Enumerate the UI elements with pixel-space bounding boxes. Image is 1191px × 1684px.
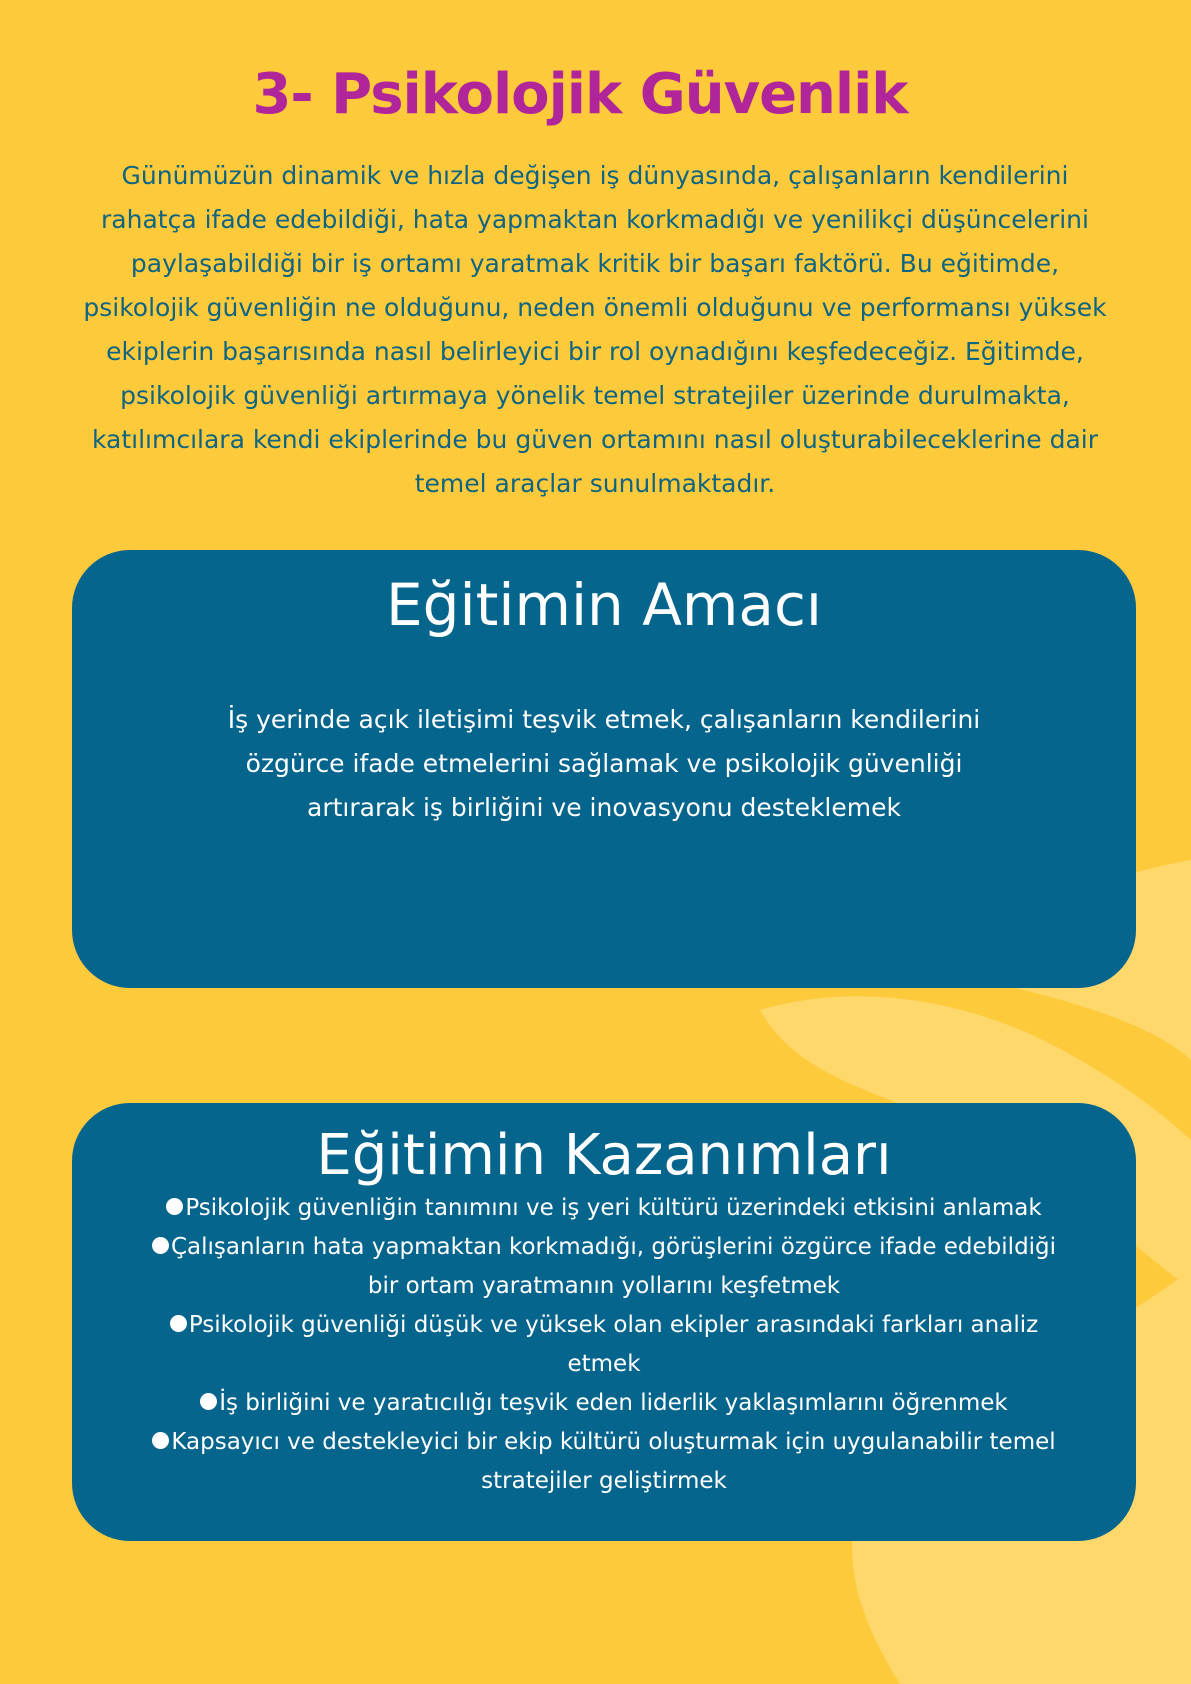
purpose-text: İş yerinde açık iletişimi teşvik etmek, çalışanların kendilerini özgürce ifade etmelerini sağlamak ve psikolojik güvenliği artırarak iş birliğini ve inovasyonu desteklemek <box>227 705 981 822</box>
outcomes-list <box>72 1189 1136 1501</box>
outcome-item <box>142 1423 1066 1501</box>
outcome-item <box>142 1189 1066 1228</box>
bullet-icon <box>152 1237 169 1254</box>
purpose-heading: Eğitimin Amacı <box>386 571 822 639</box>
bullet-icon <box>152 1432 169 1449</box>
outcome-text: İş birliğini ve yaratıcılığı teşvik eden liderlik yaklaşımlarını öğrenmek <box>219 1390 1008 1416</box>
outcome-item <box>142 1228 1066 1306</box>
intro-paragraph: Günümüzün dinamik ve hızla değişen iş dünyasında, çalışanların kendilerini rahatça ifade edebildiği, hata yapmaktan korkmadığı ve yenilikçi düşüncelerini paylaşabildiği bir iş ortamı yaratmak kritik bir başarı faktörü. Bu eğitimde, psikolojik güvenliğin ne olduğunu, neden önemli olduğunu ve performansı yüksek ekiplerin başarısında nasıl belirleyici bir rol oynadığını keşfedeceğiz. Eğitimde, psikolojik güvenliği artırmaya yönelik temel stratejiler üzerinde durulmakta, katılımcılara kendi ekiplerinde bu güven ortamını nasıl oluşturabileceklerine dair temel araçlar sunulmaktadır. <box>83 161 1107 498</box>
outcome-text: Psikolojik güvenliğin tanımını ve iş yeri kültürü üzerindeki etkisini anlamak <box>185 1195 1042 1221</box>
page-title: 3- Psikolojik Güvenlik <box>252 62 908 127</box>
outcomes-card <box>72 1103 1136 1541</box>
outcome-item <box>142 1384 1066 1423</box>
bullet-icon <box>200 1393 217 1410</box>
outcome-text: Psikolojik güvenliği düşük ve yüksek olan ekipler arasındaki farkları analiz etmek <box>188 1312 1039 1377</box>
purpose-card <box>72 550 1136 988</box>
outcome-text: Kapsayıcı ve destekleyici bir ekip kültürü oluşturmak için uygulanabilir temel stratejiler geliştirmek <box>171 1429 1056 1494</box>
outcomes-heading: Eğitimin Kazanımları <box>316 1123 892 1188</box>
outcome-text: Çalışanların hata yapmaktan korkmadığı, görüşlerini özgürce ifade edebildiği bir ortam yaratmanın yollarını keşfetmek <box>170 1234 1057 1299</box>
bullet-icon <box>170 1315 187 1332</box>
outcome-item <box>142 1306 1066 1384</box>
bullet-icon <box>166 1198 183 1215</box>
